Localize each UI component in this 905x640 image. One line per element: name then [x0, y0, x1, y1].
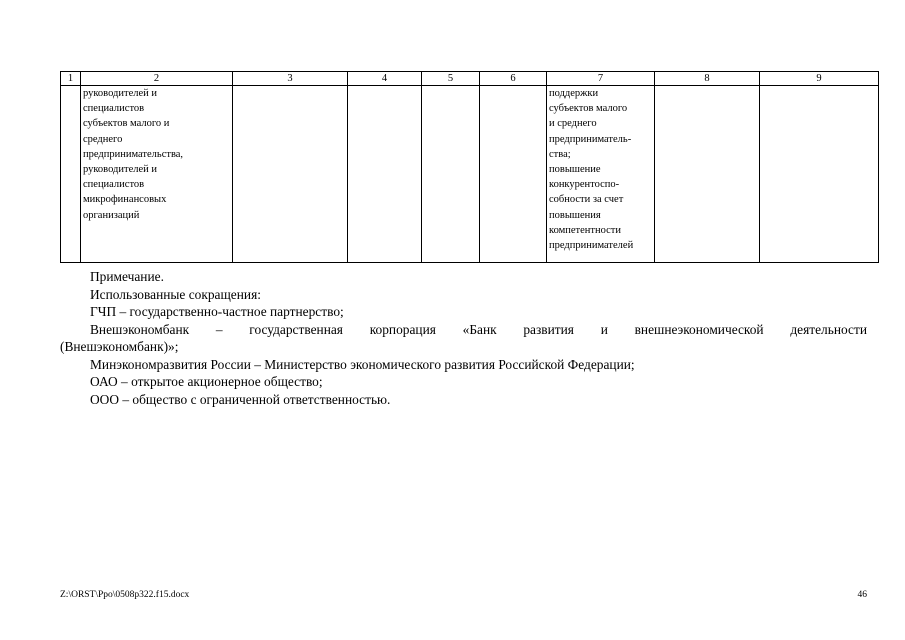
text-line: собности за счет — [549, 194, 624, 206]
text-line: руководителей и — [83, 164, 157, 176]
text-line: повышения — [549, 209, 601, 221]
text-line: специалистов — [83, 103, 145, 115]
abbreviations-note — [60, 268, 867, 408]
text-line: поддержки — [549, 88, 599, 99]
table-header-cell: 6 — [480, 72, 547, 86]
table-header-cell: 1 — [61, 72, 81, 86]
text-line: субъектов малого — [549, 103, 628, 115]
table-cell-col2 — [81, 86, 233, 263]
note-subtitle: Использованные сокращения: — [90, 286, 261, 302]
text-line: компетентности — [549, 224, 621, 236]
document-table — [60, 71, 879, 263]
abbr-gchp: ГЧП – государственно-частное партнерство; — [90, 304, 344, 319]
table-cell-col9 — [760, 86, 879, 263]
table-cell-col4 — [348, 86, 422, 263]
text-line: повышение — [549, 164, 601, 176]
table-header-cell: 2 — [81, 72, 233, 86]
table-row — [61, 86, 879, 263]
table-cell-col8 — [655, 86, 760, 263]
table-cell-col1 — [61, 86, 81, 263]
text-line: субъектов малого и — [83, 118, 170, 130]
abbr-ooo: ООО – общество с ограниченной ответственностью. — [90, 391, 391, 407]
text-line: среднего — [83, 133, 123, 145]
table-cell-col5 — [422, 86, 480, 263]
table-header-cell: 7 — [547, 72, 655, 86]
text-line: специалистов — [83, 179, 145, 191]
abbr-veb-line2: (Внешэкономбанк)»; — [60, 339, 179, 354]
table-header-cell: 9 — [760, 72, 879, 86]
text-line: предпринимателей — [549, 240, 634, 252]
abbr-minek: Минэкономразвития России – Министерство экономического развития Российской Федерации; — [90, 356, 635, 372]
col7-text — [549, 86, 652, 253]
abbr-oao: ОАО – открытое акционерное общество; — [90, 374, 323, 389]
footer-file-path: Z:\ORST\Ppo\0508p322.f15.docx — [60, 590, 190, 600]
table-header-cell: 5 — [422, 72, 480, 86]
text-line: конкурентоспо- — [549, 179, 620, 191]
table-header-cell: 3 — [233, 72, 348, 86]
text-line: руководителей и — [83, 88, 157, 99]
text-line: и среднего — [549, 118, 597, 130]
note-title: Примечание. — [90, 269, 164, 284]
text-line: организаций — [83, 209, 140, 221]
text-line: предприниматель- — [549, 133, 632, 145]
text-line: микрофинансовых — [83, 194, 167, 206]
table-cell-col7 — [547, 86, 655, 263]
table-cell-col3 — [233, 86, 348, 263]
table-header-cell: 4 — [348, 72, 422, 86]
abbr-veb-line1: Внешэкономбанк – государственная корпорация «Банк развития и внешнеэкономической деятельности — [90, 321, 867, 337]
text-line: предпринимательства, — [83, 148, 184, 160]
page-number: 46 — [857, 590, 867, 600]
table-header-row — [61, 72, 879, 86]
table-header-cell: 8 — [655, 72, 760, 86]
text-line: ства; — [549, 148, 571, 160]
col2-text — [83, 86, 230, 223]
table-cell-col6 — [480, 86, 547, 263]
